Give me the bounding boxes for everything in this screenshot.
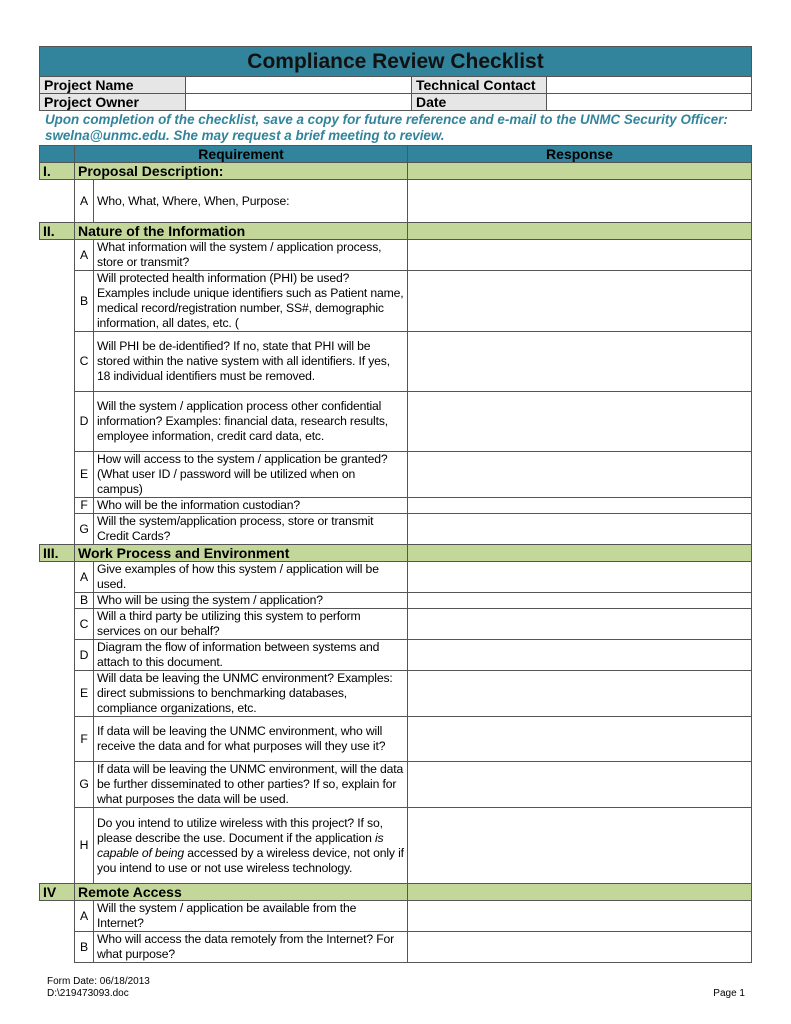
instruction-note: Upon completion of the checklist, save a copy for future reference and e-mail to the UNMC Security Officer: swelna@unmc.edu. She may request a brief meeting to review. (45, 112, 728, 143)
requirement-text: Who, What, Where, When, Purpose: (94, 180, 408, 223)
section-number: I. (40, 163, 75, 180)
table-row (40, 932, 752, 963)
item-letter: E (75, 452, 94, 498)
table-row (40, 180, 752, 223)
table-row (40, 593, 752, 609)
item-letter: F (75, 717, 94, 762)
requirement-text: How will access to the system / application be granted? (What user ID / password will be utilized when on campus) (94, 452, 408, 498)
section-number: III. (40, 545, 75, 562)
table-row (40, 452, 752, 498)
response-field[interactable] (408, 332, 752, 392)
response-field[interactable] (408, 808, 752, 884)
item-letter: A (75, 180, 94, 223)
item-letter: C (75, 332, 94, 392)
response-field[interactable] (408, 562, 752, 593)
section-response (408, 223, 752, 240)
section-response (408, 545, 752, 562)
table-row (40, 332, 752, 392)
section-title: Nature of the Information (75, 223, 408, 240)
section-title: Remote Access (75, 884, 408, 901)
item-letter: F (75, 498, 94, 514)
requirement-text: Will data be leaving the UNMC environment? Examples: direct submissions to benchmarking databases, compliance organizations, etc. (94, 671, 408, 717)
project-name-label: Project Name (40, 77, 186, 94)
response-field[interactable] (408, 932, 752, 963)
table-row (40, 901, 752, 932)
project-owner-label: Project Owner (40, 94, 186, 111)
technical-contact-field[interactable] (547, 77, 752, 94)
requirement-text: If data will be leaving the UNMC environment, will the data be further disseminated to other parties? If so, explain for what purposes the data will be used. (94, 762, 408, 808)
file-path: D:\219473093.doc (47, 988, 129, 999)
indent-cell (40, 562, 75, 884)
requirement-text: Will the system / application be available from the Internet? (94, 901, 408, 932)
response-field[interactable] (408, 762, 752, 808)
response-field[interactable] (408, 717, 752, 762)
response-field[interactable] (408, 498, 752, 514)
requirement-text: Will the system/application process, store or transmit Credit Cards? (94, 514, 408, 545)
response-field[interactable] (408, 514, 752, 545)
item-letter: A (75, 240, 94, 271)
indent-cell (40, 240, 75, 545)
table-row (40, 498, 752, 514)
item-letter: B (75, 593, 94, 609)
item-letter: B (75, 932, 94, 963)
response-field[interactable] (408, 180, 752, 223)
response-field[interactable] (408, 640, 752, 671)
requirement-text: What information will the system / application process, store or transmit? (94, 240, 408, 271)
response-field[interactable] (408, 609, 752, 640)
requirement-text: If data will be leaving the UNMC environment, who will receive the data and for what purposes will they use it? (94, 717, 408, 762)
requirement-column-header: Requirement (75, 146, 408, 163)
requirement-text (94, 808, 408, 884)
table-row (40, 609, 752, 640)
requirement-text: Will PHI be de-identified? If no, state that PHI will be stored within the native system with all identifiers. If yes, 18 individual identifiers must be removed. (94, 332, 408, 392)
requirement-text: Give examples of how this system / application will be used. (94, 562, 408, 593)
requirement-text-part: Do you intend to utilize wireless with this project? If so, please describe the use. Document if the application (97, 815, 383, 845)
requirement-text-emphasis: is capable of being (97, 830, 384, 860)
table-row (40, 271, 752, 332)
requirement-text: Who will be using the system / application? (94, 593, 408, 609)
table-row (40, 514, 752, 545)
requirement-text: Who will be the information custodian? (94, 498, 408, 514)
table-row (40, 762, 752, 808)
section-header (40, 884, 752, 901)
item-letter: C (75, 609, 94, 640)
section-title: Work Process and Environment (75, 545, 408, 562)
section-response (408, 163, 752, 180)
project-owner-field[interactable] (186, 94, 412, 111)
requirement-text: Who will access the data remotely from the Internet? For what purpose? (94, 932, 408, 963)
requirement-text: Will the system / application process other confidential information? Examples: financial data, research results, employee information, credit card data, etc. (94, 392, 408, 452)
date-label: Date (412, 94, 547, 111)
item-letter: A (75, 901, 94, 932)
table-row (40, 392, 752, 452)
requirement-text: Diagram the flow of information between systems and attach to this document. (94, 640, 408, 671)
item-letter: H (75, 808, 94, 884)
number-column-header (40, 146, 75, 163)
response-column-header: Response (408, 146, 752, 163)
requirement-text: Will protected health information (PHI) be used? Examples include unique identifiers such as Patient name, medical record/registration number, SS#, demographic information, all dates, etc. ( (94, 271, 408, 332)
section-number: II. (40, 223, 75, 240)
indent-cell (40, 901, 75, 963)
form-date: Form Date: 06/18/2013 (47, 976, 150, 987)
item-letter: D (75, 392, 94, 452)
technical-contact-label: Technical Contact (412, 77, 547, 94)
item-letter: G (75, 762, 94, 808)
table-row (40, 808, 752, 884)
indent-cell (40, 180, 75, 223)
date-field[interactable] (547, 94, 752, 111)
header-table (39, 46, 752, 111)
item-letter: D (75, 640, 94, 671)
section-response (408, 884, 752, 901)
table-row (40, 240, 752, 271)
item-letter: G (75, 514, 94, 545)
requirements-table (39, 145, 752, 963)
section-header (40, 545, 752, 562)
item-letter: B (75, 271, 94, 332)
response-field[interactable] (408, 452, 752, 498)
section-number: IV (40, 884, 75, 901)
page-title: Compliance Review Checklist (40, 47, 752, 77)
table-row (40, 717, 752, 762)
response-field[interactable] (408, 671, 752, 717)
table-row (40, 640, 752, 671)
response-field[interactable] (408, 593, 752, 609)
section-header (40, 163, 752, 180)
requirement-text-part: accessed by a wireless device, not only if you intend to use or not use wireless technology. (97, 845, 404, 875)
response-field[interactable] (408, 392, 752, 452)
section-title: Proposal Description: (75, 163, 408, 180)
footer (47, 976, 150, 1000)
compliance-checklist (39, 46, 751, 963)
table-row (40, 671, 752, 717)
response-field[interactable] (408, 901, 752, 932)
item-letter: A (75, 562, 94, 593)
project-name-field[interactable] (186, 77, 412, 94)
response-field[interactable] (408, 271, 752, 332)
item-letter: E (75, 671, 94, 717)
page-number: Page 1 (713, 988, 745, 999)
requirement-text: Will a third party be utilizing this system to perform services on our behalf? (94, 609, 408, 640)
table-row (40, 562, 752, 593)
section-header (40, 223, 752, 240)
response-field[interactable] (408, 240, 752, 271)
